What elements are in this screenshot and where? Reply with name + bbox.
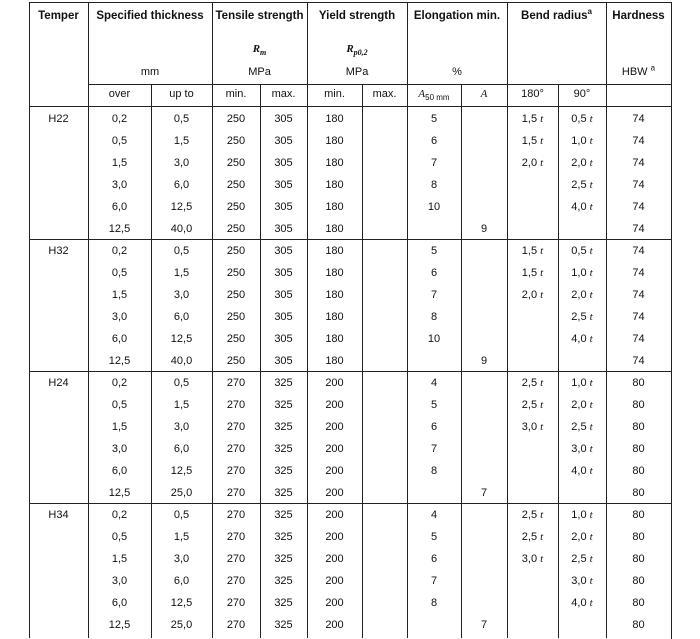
cell-hbw: 74 (632, 179, 645, 191)
thickness-t-symbol: t (589, 377, 593, 389)
cell-upto: 40,0 (170, 223, 193, 235)
cell-a50: 5 (430, 245, 438, 257)
thickness-t-symbol: t (589, 157, 593, 169)
thickness-t-symbol: t (589, 113, 593, 125)
cell-b180: 2,0 t (521, 289, 544, 301)
header-bottom-line (29, 106, 671, 107)
cell-rp_min: 200 (325, 531, 344, 543)
thickness-t-symbol: t (589, 597, 593, 609)
subheader-tensile-max: max. (271, 88, 296, 100)
cell-b90: 1,0 t (571, 135, 593, 147)
cell-b90: 2,0 t (571, 531, 593, 543)
cell-rm_min: 270 (226, 553, 246, 565)
subcolumn-divider (260, 84, 261, 638)
cell-rm_max: 305 (274, 311, 293, 323)
cell-upto: 12,5 (170, 201, 193, 213)
cell-upto: 1,5 (173, 135, 190, 147)
cell-rm_max: 305 (274, 157, 293, 169)
cell-a50: 5 (430, 113, 438, 125)
header-tensile: Tensile strength (215, 10, 304, 22)
thickness-t-symbol: t (540, 157, 544, 169)
cell-upto: 0,5 (173, 113, 190, 125)
cell-over: 0,2 (111, 377, 128, 389)
cell-upto: 6,0 (173, 575, 190, 587)
cell-over: 3,0 (111, 443, 128, 455)
cell-rp_min: 200 (325, 509, 344, 521)
cell-rm_max: 305 (274, 135, 293, 147)
table-right-border (671, 2, 672, 639)
cell-over: 0,2 (111, 509, 128, 521)
cell-rm_max: 325 (274, 575, 293, 587)
table-left-border (29, 2, 30, 638)
header-yield: Yield strength (318, 10, 396, 22)
cell-hbw: 80 (632, 487, 645, 499)
cell-rp_min: 180 (325, 157, 344, 169)
cell-rm_max: 325 (274, 531, 293, 543)
a50-sub: 50 mm (425, 93, 450, 103)
thickness-t-symbol: t (589, 421, 593, 433)
cell-hbw: 74 (632, 113, 645, 125)
cell-over: 3,0 (111, 179, 128, 191)
cell-a50: 4 (430, 377, 438, 389)
cell-over: 12,5 (108, 223, 131, 235)
cell-hbw: 80 (632, 575, 645, 587)
subheader-90: 90° (573, 88, 591, 100)
cell-hbw: 80 (632, 531, 645, 543)
cell-rm_max: 305 (274, 113, 293, 125)
cell-over: 1,5 (111, 553, 128, 565)
cell-hbw: 74 (632, 157, 645, 169)
thickness-t-symbol: t (540, 377, 544, 389)
cell-upto: 1,5 (173, 531, 190, 543)
group-divider (29, 371, 671, 372)
cell-b90: 0,5 t (571, 245, 593, 257)
cell-rp_min: 200 (325, 421, 344, 433)
thickness-t-symbol: t (589, 289, 593, 301)
cell-b90: 2,5 t (571, 311, 593, 323)
header-thickness: Specified thickness (96, 10, 204, 22)
cell-a50: 5 (430, 531, 438, 543)
subheader-a: A (480, 88, 488, 100)
cell-rp_min: 180 (325, 289, 344, 301)
cell-a: 7 (480, 619, 488, 631)
cell-b90: 2,5 t (571, 421, 593, 433)
mechanical-properties-table (29, 2, 671, 638)
cell-rp_min: 200 (325, 399, 344, 411)
cell-rp_min: 180 (325, 333, 344, 345)
cell-upto: 3,0 (173, 289, 190, 301)
column-divider (507, 2, 508, 638)
cell-rm_min: 270 (226, 443, 246, 455)
cell-a50: 7 (430, 443, 438, 455)
header-tensile-symbol (212, 43, 307, 56)
thickness-t-symbol: t (589, 245, 593, 257)
cell-rm_min: 250 (226, 179, 246, 191)
cell-a50: 8 (430, 465, 438, 477)
subheader-a50 (407, 88, 461, 101)
subheader-yield-max: max. (372, 88, 397, 100)
unit-percent: % (452, 66, 462, 78)
thickness-t-symbol: t (540, 531, 544, 543)
thickness-t-symbol: t (589, 443, 593, 455)
cell-rm_max: 325 (274, 619, 293, 631)
cell-rm_min: 270 (226, 531, 246, 543)
cell-b90: 2,5 t (571, 553, 593, 565)
cell-upto: 1,5 (173, 399, 190, 411)
tensile-symbol: R (252, 43, 261, 55)
subheader-top-line (88, 84, 671, 85)
cell-a50: 10 (427, 333, 441, 345)
cell-upto: 1,5 (173, 267, 190, 279)
cell-over: 12,5 (108, 487, 131, 499)
thickness-t-symbol: t (589, 509, 593, 521)
thickness-t-symbol: t (589, 465, 593, 477)
cell-b90: 4,0 t (571, 333, 593, 345)
cell-hbw: 74 (632, 311, 645, 323)
cell-b90: 2,5 t (571, 179, 593, 191)
unit-mm: mm (140, 66, 160, 78)
cell-rp_min: 200 (325, 487, 344, 499)
column-divider (407, 2, 408, 638)
cell-rp_min: 180 (325, 267, 344, 279)
cell-rp_min: 180 (325, 355, 344, 367)
cell-hbw: 80 (632, 553, 645, 565)
subheader-over: over (108, 88, 131, 100)
cell-upto: 0,5 (173, 245, 190, 257)
cell-rm_min: 270 (226, 487, 246, 499)
cell-rm_min: 250 (226, 289, 246, 301)
cell-rm_max: 325 (274, 443, 293, 455)
cell-rp_min: 180 (325, 245, 344, 257)
column-divider (606, 2, 607, 638)
cell-over: 0,2 (111, 113, 128, 125)
header-temper: Temper (38, 10, 79, 22)
cell-rm_min: 270 (226, 619, 246, 631)
temper-cell: H32 (48, 245, 69, 257)
cell-upto: 12,5 (170, 465, 193, 477)
cell-over: 3,0 (111, 311, 128, 323)
thickness-t-symbol: t (589, 179, 593, 191)
cell-b180: 3,0 t (521, 553, 544, 565)
cell-rp_min: 200 (325, 443, 344, 455)
thickness-t-symbol: t (589, 311, 593, 323)
cell-rm_min: 270 (226, 509, 246, 521)
subheader-180: 180° (521, 88, 544, 100)
cell-a50: 6 (430, 553, 438, 565)
subcolumn-divider (151, 84, 152, 638)
cell-b90: 1,0 t (571, 267, 593, 279)
cell-rm_max: 325 (274, 509, 293, 521)
cell-upto: 3,0 (173, 553, 190, 565)
cell-hbw: 80 (632, 377, 645, 389)
cell-rm_min: 250 (226, 135, 246, 147)
hbw-sup: a (650, 63, 656, 73)
cell-hbw: 74 (632, 267, 645, 279)
cell-hbw: 74 (632, 135, 645, 147)
cell-rm_max: 325 (274, 487, 293, 499)
hbw-label: HBW (621, 66, 648, 78)
cell-b90: 4,0 t (571, 465, 593, 477)
cell-a50: 5 (430, 399, 438, 411)
cell-hbw: 74 (632, 355, 645, 367)
cell-rp_min: 180 (325, 179, 344, 191)
cell-b90: 3,0 t (571, 443, 593, 455)
cell-rp_min: 180 (325, 201, 344, 213)
cell-a50: 4 (430, 509, 438, 521)
header-yield-symbol (307, 43, 407, 56)
unit-mpa-yield: MPa (345, 66, 369, 78)
cell-rp_min: 180 (325, 113, 344, 125)
cell-upto: 3,0 (173, 157, 190, 169)
cell-rm_min: 250 (226, 113, 246, 125)
cell-a50: 10 (427, 201, 441, 213)
thickness-t-symbol: t (540, 509, 544, 521)
cell-b90: 1,0 t (571, 509, 593, 521)
cell-rp_min: 200 (325, 619, 344, 631)
cell-over: 6,0 (111, 201, 128, 213)
cell-rm_max: 325 (274, 465, 293, 477)
subcolumn-divider (362, 84, 363, 638)
cell-over: 0,5 (111, 135, 128, 147)
cell-b90: 4,0 t (571, 597, 593, 609)
thickness-t-symbol: t (589, 135, 593, 147)
cell-b180: 2,5 t (521, 377, 544, 389)
temper-cell: H22 (48, 113, 69, 125)
cell-rp_min: 200 (325, 575, 344, 587)
cell-rm_max: 305 (274, 267, 293, 279)
cell-a50: 7 (430, 575, 438, 587)
cell-hbw: 80 (632, 619, 645, 631)
thickness-t-symbol: t (589, 553, 593, 565)
cell-upto: 6,0 (173, 179, 190, 191)
cell-upto: 12,5 (170, 597, 193, 609)
cell-over: 6,0 (111, 333, 128, 345)
group-divider (29, 503, 671, 504)
cell-rp_min: 180 (325, 223, 344, 235)
cell-over: 0,5 (111, 267, 128, 279)
cell-b180: 3,0 t (521, 421, 544, 433)
thickness-t-symbol: t (589, 333, 593, 345)
cell-b90: 2,0 t (571, 399, 593, 411)
cell-rm_min: 250 (226, 267, 246, 279)
tensile-sub: m (260, 48, 267, 58)
header-hardness: Hardness (612, 10, 665, 22)
cell-hbw: 74 (632, 289, 645, 301)
cell-rm_min: 250 (226, 311, 246, 323)
cell-b90: 3,0 t (571, 575, 593, 587)
cell-rm_min: 250 (226, 223, 246, 235)
cell-hbw: 74 (632, 245, 645, 257)
cell-rm_min: 250 (226, 157, 246, 169)
cell-rm_min: 270 (226, 399, 246, 411)
cell-b90: 2,0 t (571, 157, 593, 169)
cell-b180: 2,0 t (521, 157, 544, 169)
cell-rm_min: 250 (226, 201, 246, 213)
cell-b90: 0,5 t (571, 113, 593, 125)
cell-rp_min: 200 (325, 377, 344, 389)
subheader-up-to: up to (169, 88, 194, 100)
thickness-t-symbol: t (540, 421, 544, 433)
thickness-t-symbol: t (540, 399, 544, 411)
cell-b180: 1,5 t (521, 135, 544, 147)
cell-upto: 25,0 (170, 487, 193, 499)
cell-b180: 2,5 t (521, 509, 544, 521)
cell-hbw: 80 (632, 597, 645, 609)
unit-hbw (606, 63, 671, 79)
cell-b180: 1,5 t (521, 267, 544, 279)
bend-label: Bend radius (521, 10, 588, 22)
cell-rp_min: 180 (325, 311, 344, 323)
cell-rm_max: 325 (274, 399, 293, 411)
cell-over: 6,0 (111, 465, 128, 477)
bend-sup: a (587, 7, 592, 17)
cell-b180: 2,5 t (521, 531, 544, 543)
cell-hbw: 74 (632, 223, 645, 235)
cell-a50: 7 (430, 289, 438, 301)
cell-over: 1,5 (111, 421, 128, 433)
cell-upto: 0,5 (173, 509, 190, 521)
thickness-t-symbol: t (540, 289, 544, 301)
thickness-t-symbol: t (589, 399, 593, 411)
cell-over: 0,5 (111, 399, 128, 411)
cell-over: 1,5 (111, 157, 128, 169)
cell-over: 3,0 (111, 575, 128, 587)
cell-b90: 4,0 t (571, 201, 593, 213)
thickness-t-symbol: t (540, 553, 544, 565)
cell-rm_min: 250 (226, 245, 246, 257)
cell-rm_max: 325 (274, 421, 293, 433)
cell-b90: 1,0 t (571, 377, 593, 389)
thickness-t-symbol: t (589, 267, 593, 279)
cell-b180: 1,5 t (521, 113, 544, 125)
thickness-t-symbol: t (540, 113, 544, 125)
subheader-tensile-min: min. (225, 88, 247, 100)
cell-rm_max: 305 (274, 333, 293, 345)
subheader-yield-min: min. (324, 88, 345, 100)
column-divider (212, 2, 213, 638)
cell-rm_max: 305 (274, 245, 293, 257)
cell-over: 0,2 (111, 245, 128, 257)
cell-b180: 2,5 t (521, 399, 544, 411)
yield-symbol: R (346, 43, 354, 55)
thickness-t-symbol: t (589, 201, 593, 213)
cell-hbw: 74 (632, 333, 645, 345)
cell-rm_max: 305 (274, 355, 293, 367)
cell-a: 7 (480, 487, 488, 499)
header-bend (507, 7, 606, 23)
thickness-t-symbol: t (589, 531, 593, 543)
cell-over: 6,0 (111, 597, 128, 609)
cell-over: 1,5 (111, 289, 128, 301)
temper-cell: H24 (48, 377, 69, 389)
cell-a50: 8 (430, 179, 438, 191)
cell-upto: 12,5 (170, 333, 193, 345)
cell-a50: 6 (430, 267, 438, 279)
cell-hbw: 80 (632, 443, 645, 455)
a50-symbol: A (418, 88, 426, 100)
cell-rp_min: 200 (325, 465, 344, 477)
cell-hbw: 80 (632, 399, 645, 411)
column-divider (88, 2, 89, 638)
thickness-t-symbol: t (540, 267, 544, 279)
cell-a: 9 (480, 355, 488, 367)
table-top-border (29, 2, 671, 3)
thickness-t-symbol: t (540, 245, 544, 257)
cell-hbw: 80 (632, 509, 645, 521)
cell-rm_min: 270 (226, 465, 246, 477)
cell-rp_min: 200 (325, 553, 344, 565)
cell-rm_min: 250 (226, 355, 246, 367)
cell-upto: 6,0 (173, 443, 190, 455)
cell-rm_max: 305 (274, 179, 293, 191)
cell-upto: 25,0 (170, 619, 193, 631)
cell-upto: 6,0 (173, 311, 190, 323)
cell-rm_min: 270 (226, 377, 246, 389)
cell-rm_max: 325 (274, 553, 293, 565)
cell-a50: 7 (430, 157, 438, 169)
cell-upto: 0,5 (173, 377, 190, 389)
cell-rp_min: 180 (325, 135, 344, 147)
subcolumn-divider (461, 84, 462, 638)
cell-a50: 6 (430, 135, 438, 147)
cell-upto: 3,0 (173, 421, 190, 433)
cell-rm_min: 270 (226, 575, 246, 587)
column-divider (307, 2, 308, 638)
cell-a50: 8 (430, 311, 438, 323)
header-elongation: Elongation min. (413, 10, 501, 22)
cell-rm_max: 305 (274, 223, 293, 235)
cell-rm_max: 325 (274, 377, 293, 389)
cell-hbw: 74 (632, 201, 645, 213)
cell-hbw: 80 (632, 465, 645, 477)
cell-over: 0,5 (111, 531, 128, 543)
cell-rm_min: 270 (226, 597, 246, 609)
cell-rm_max: 305 (274, 289, 293, 301)
cell-rp_min: 200 (325, 597, 344, 609)
cell-rm_min: 270 (226, 421, 246, 433)
cell-b90: 2,0 t (571, 289, 593, 301)
temper-cell: H34 (48, 509, 69, 521)
cell-rm_max: 325 (274, 597, 293, 609)
thickness-t-symbol: t (589, 575, 593, 587)
subcolumn-divider (558, 84, 559, 638)
cell-a: 9 (480, 223, 488, 235)
cell-over: 12,5 (108, 355, 131, 367)
cell-a50: 8 (430, 597, 438, 609)
yield-sub: p0,2 (353, 48, 368, 58)
cell-over: 12,5 (108, 619, 131, 631)
unit-mpa-tensile: MPa (248, 66, 271, 78)
cell-hbw: 80 (632, 421, 645, 433)
cell-b180: 1,5 t (521, 245, 544, 257)
cell-a50: 6 (430, 421, 438, 433)
group-divider (29, 239, 671, 240)
cell-upto: 40,0 (170, 355, 193, 367)
cell-rm_max: 305 (274, 201, 293, 213)
cell-rm_min: 250 (226, 333, 246, 345)
thickness-t-symbol: t (540, 135, 544, 147)
